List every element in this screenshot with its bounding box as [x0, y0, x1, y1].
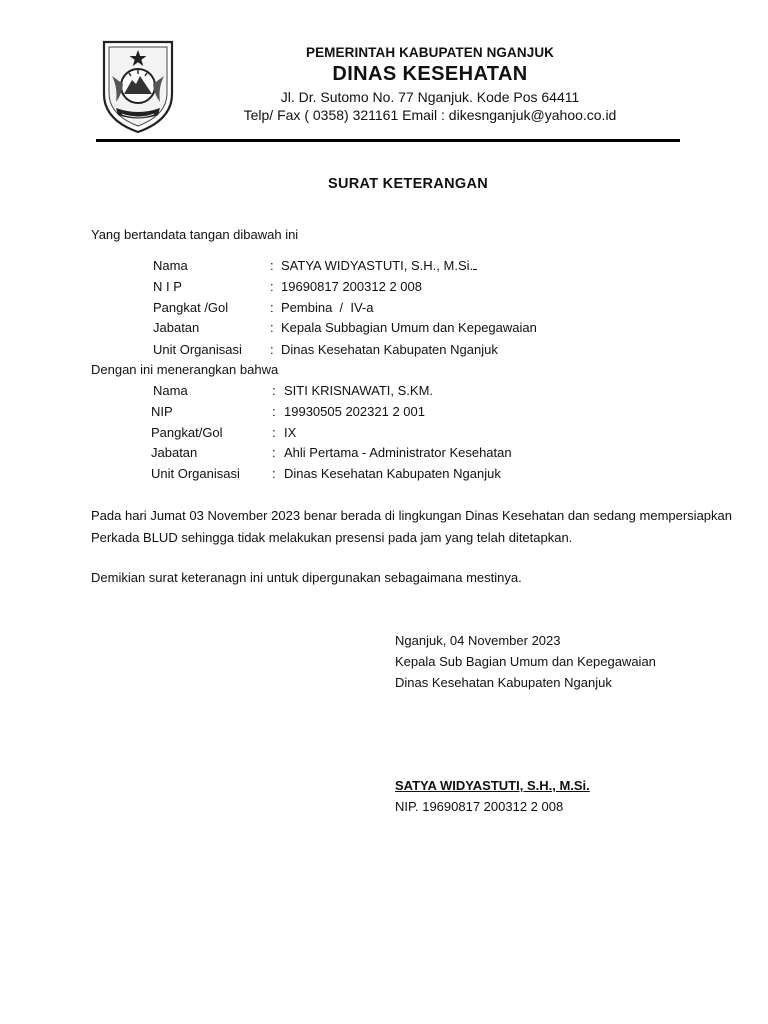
signatory-nip: NIP. 19690817 200312 2 008	[395, 799, 564, 814]
signer-nip-value: 19690817 200312 2 008	[281, 279, 422, 294]
subject-name-value: SITI KRISNAWATI, S.KM.	[284, 383, 434, 398]
office-name: DINAS KESEHATAN	[332, 63, 528, 85]
signer-position-label: Jabatan	[153, 320, 200, 335]
subject-nip-label: NIP	[151, 404, 173, 419]
signer-rank-colon: :	[270, 300, 274, 315]
signer-unit-label: Unit Organisasi	[153, 342, 242, 357]
signature-institution: Dinas Kesehatan Kabupaten Nganjuk	[395, 675, 612, 690]
subject-name-colon: :	[272, 383, 276, 398]
signer-nip-label: N I P	[153, 279, 182, 294]
office-address: Jl. Dr. Sutomo No. 77 Nganjuk. Kode Pos 64411	[280, 89, 580, 105]
signer-name-label: Nama	[153, 258, 188, 273]
subject-position-colon: :	[272, 445, 276, 460]
signature-position: Kepala Sub Bagian Umum dan Kepegawaian	[395, 654, 656, 669]
subject-rank-colon: :	[272, 425, 276, 440]
government-name: PEMERINTAH KABUPATEN NGANJUK	[305, 45, 555, 60]
signer-rank-label: Pangkat /Gol	[153, 300, 229, 315]
document-title: SURAT KETERANGAN	[327, 176, 488, 192]
signer-position-value: Kepala Subbagian Umum dan Kepegawaian	[281, 320, 537, 335]
office-contact: Telp/ Fax ( 0358) 321161 Email : dikesnganjuk@yahoo.co.id	[243, 107, 617, 123]
subject-name-label: Nama	[153, 383, 188, 398]
body-paragraph: Pada hari Jumat 03 November 2023 benar berada di lingkungan Dinas Kesehatan dan sedang mempersiapkan Perkada BLUD sehingga tidak melakukan presensi pada jam yang telah ditetapkan.	[91, 508, 732, 545]
subject-unit-colon: :	[272, 466, 276, 481]
subject-nip-colon: :	[272, 404, 276, 419]
subject-nip-value: 19930505 202321 2 001	[284, 404, 425, 419]
closing-text: Demikian surat keteranagn ini untuk dipergunakan sebagaimana mestinya.	[91, 570, 522, 585]
blank-underline	[473, 258, 477, 270]
signer-name-text: SATYA WIDYASTUTI, S.H., M.Si.	[281, 258, 474, 273]
subject-rank-value: IX	[284, 425, 297, 440]
subject-rank-label: Pangkat/Gol	[151, 425, 223, 440]
signer-nip-colon: :	[270, 279, 274, 294]
subject-unit-label: Unit Organisasi	[151, 466, 240, 481]
signature-place-date: Nganjuk, 04 November 2023	[395, 633, 561, 648]
subject-position-value: Ahli Pertama - Administrator Kesehatan	[284, 445, 512, 460]
letterhead-divider	[96, 139, 680, 142]
statement-intro: Dengan ini menerangkan bahwa	[91, 362, 279, 377]
subject-unit-value: Dinas Kesehatan Kabupaten Nganjuk	[284, 466, 501, 481]
signer-unit-value: Dinas Kesehatan Kabupaten Nganjuk	[281, 342, 498, 357]
signer-rank-value: Pembina / IV-a	[281, 300, 374, 315]
signer-unit-colon: :	[270, 342, 274, 357]
subject-position-label: Jabatan	[151, 445, 198, 460]
intro-text: Yang bertandata tangan dibawah ini	[91, 227, 299, 242]
signer-position-colon: :	[270, 320, 274, 335]
signer-name-value	[281, 258, 477, 273]
signer-name-colon: :	[270, 258, 274, 273]
regency-coat-of-arms-icon	[96, 36, 180, 134]
signatory-name: SATYA WIDYASTUTI, S.H., M.Si.	[395, 778, 590, 793]
